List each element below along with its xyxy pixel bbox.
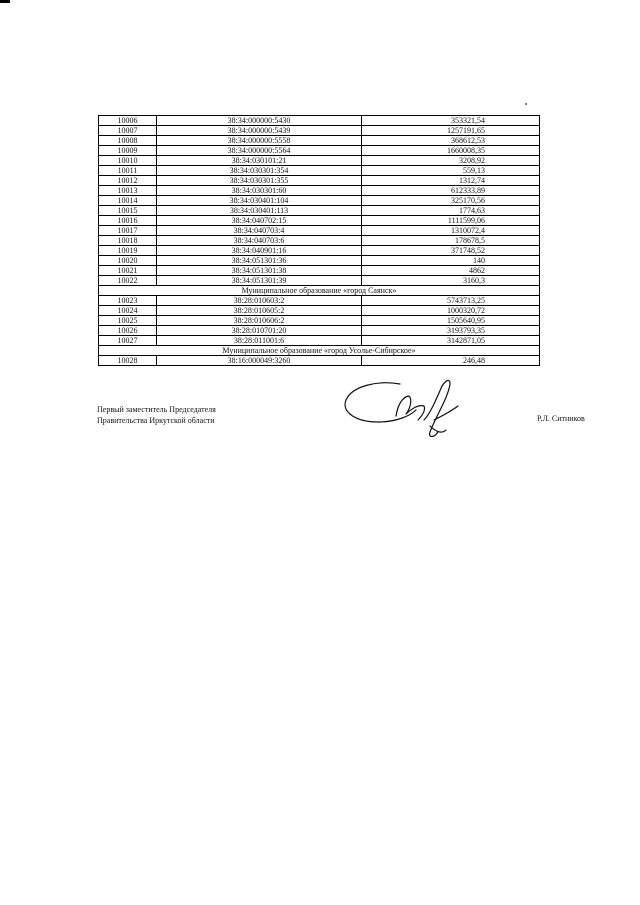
row-number: 10026 — [99, 326, 157, 336]
table-row — [99, 316, 540, 326]
table-row — [99, 136, 540, 146]
signer-name: Р.Л. Ситников — [537, 414, 585, 423]
row-number: 10010 — [99, 156, 157, 166]
cadastral-number: 38:34:000000:5564 — [157, 146, 362, 156]
table-row — [99, 116, 540, 126]
section-heading-sayansk: Муниципальное образование «город Саянск» — [99, 286, 540, 296]
signer-position-line2: Правительства Иркутской области — [97, 416, 215, 425]
cadastral-value: 1111599,06 — [362, 216, 540, 226]
cadastral-number: 38:34:040901:16 — [157, 246, 362, 256]
table-row — [99, 226, 540, 236]
cadastral-value: 1774,63 — [362, 206, 540, 216]
cadastral-number: 38:34:051301:39 — [157, 276, 362, 286]
cadastral-number: 38:16:000049:3260 — [157, 356, 362, 366]
row-number: 10025 — [99, 316, 157, 326]
row-number: 10018 — [99, 236, 157, 246]
cadastral-value: 178678,5 — [362, 236, 540, 246]
row-number: 10012 — [99, 176, 157, 186]
cadastral-number: 38:34:000000:5558 — [157, 136, 362, 146]
table-row — [99, 356, 540, 366]
cadastral-number: 38:34:030401:113 — [157, 206, 362, 216]
table-row — [99, 206, 540, 216]
cadastral-number: 38:28:010605:2 — [157, 306, 362, 316]
cadastral-value: 612333,89 — [362, 186, 540, 196]
cadastral-value: 1505640,95 — [362, 316, 540, 326]
cadastral-value: 3142871,05 — [362, 336, 540, 346]
cadastral-value: 140 — [362, 256, 540, 266]
table-row — [99, 256, 540, 266]
cadastral-value: 371748,52 — [362, 246, 540, 256]
cadastral-value: 1000320,72 — [362, 306, 540, 316]
table-row — [99, 276, 540, 286]
row-number: 10024 — [99, 306, 157, 316]
section-row — [99, 286, 540, 296]
cadastral-number: 38:34:040703:4 — [157, 226, 362, 236]
cadastral-number: 38:34:000000:5430 — [157, 116, 362, 126]
cadastral-number: 38:34:040702:15 — [157, 216, 362, 226]
table-row — [99, 306, 540, 316]
cadastral-value: 3208,92 — [362, 156, 540, 166]
table-row — [99, 166, 540, 176]
cadastral-value: 368612,53 — [362, 136, 540, 146]
cadastral-value: 353321,54 — [362, 116, 540, 126]
row-number: 10006 — [99, 116, 157, 126]
table-row — [99, 236, 540, 246]
row-number: 10011 — [99, 166, 157, 176]
table-row — [99, 266, 540, 276]
cadastral-value: 325170,56 — [362, 196, 540, 206]
cadastral-value: 1310072,4 — [362, 226, 540, 236]
cadastral-number: 38:34:030101:21 — [157, 156, 362, 166]
row-number: 10019 — [99, 246, 157, 256]
cadastral-number: 38:34:000000:5439 — [157, 126, 362, 136]
row-number: 10009 — [99, 146, 157, 156]
table-row — [99, 336, 540, 346]
table-row — [99, 176, 540, 186]
cadastral-number: 38:34:030401:104 — [157, 196, 362, 206]
row-number: 10028 — [99, 356, 157, 366]
cadastral-value: 1660008,35 — [362, 146, 540, 156]
table-row — [99, 146, 540, 156]
row-number: 10020 — [99, 256, 157, 266]
row-number: 10016 — [99, 216, 157, 226]
cadastral-number: 38:34:051301:36 — [157, 256, 362, 266]
signer-position-line1: Первый заместитель Председателя — [97, 405, 216, 414]
row-number: 10008 — [99, 136, 157, 146]
row-number: 10007 — [99, 126, 157, 136]
cadastral-number: 38:34:051301:38 — [157, 266, 362, 276]
cadastral-value: 5743713,25 — [362, 296, 540, 306]
table-row — [99, 186, 540, 196]
cadastral-value: 3160,3 — [362, 276, 540, 286]
row-number: 10021 — [99, 266, 157, 276]
section-heading-usolye: Муниципальное образование «город Усолье-Сибирское» — [99, 346, 540, 356]
handwritten-signature — [338, 376, 478, 446]
row-number: 10013 — [99, 186, 157, 196]
cadastral-value: 4862 — [362, 266, 540, 276]
row-number: 10015 — [99, 206, 157, 216]
row-number: 10023 — [99, 296, 157, 306]
table-row — [99, 126, 540, 136]
cadastral-number: 38:28:010606:2 — [157, 316, 362, 326]
row-number: 10022 — [99, 276, 157, 286]
cadastral-value-table — [98, 115, 540, 366]
table-row — [99, 216, 540, 226]
table-row — [99, 296, 540, 306]
cadastral-number: 38:28:011001:6 — [157, 336, 362, 346]
cadastral-number: 38:34:030301:354 — [157, 166, 362, 176]
table-body — [99, 116, 540, 366]
cadastral-number: 38:34:030301:355 — [157, 176, 362, 186]
cadastral-value: 1312,74 — [362, 176, 540, 186]
table-row — [99, 326, 540, 336]
corner-scan-mark — [0, 0, 10, 3]
table-row — [99, 246, 540, 256]
cadastral-value: 559,13 — [362, 166, 540, 176]
cadastral-value: 1257191,65 — [362, 126, 540, 136]
cadastral-value: 3193793,35 — [362, 326, 540, 336]
table-row — [99, 156, 540, 166]
cadastral-value: 246,48 — [362, 356, 540, 366]
scan-dot — [525, 103, 527, 105]
cadastral-number: 38:28:010603:2 — [157, 296, 362, 306]
signer-position — [97, 404, 216, 426]
row-number: 10017 — [99, 226, 157, 236]
table-row — [99, 196, 540, 206]
cadastral-number: 38:34:040703:6 — [157, 236, 362, 246]
section-row — [99, 346, 540, 356]
cadastral-number: 38:34:030301:60 — [157, 186, 362, 196]
cadastral-number: 38:28:010701:20 — [157, 326, 362, 336]
row-number: 10027 — [99, 336, 157, 346]
row-number: 10014 — [99, 196, 157, 206]
